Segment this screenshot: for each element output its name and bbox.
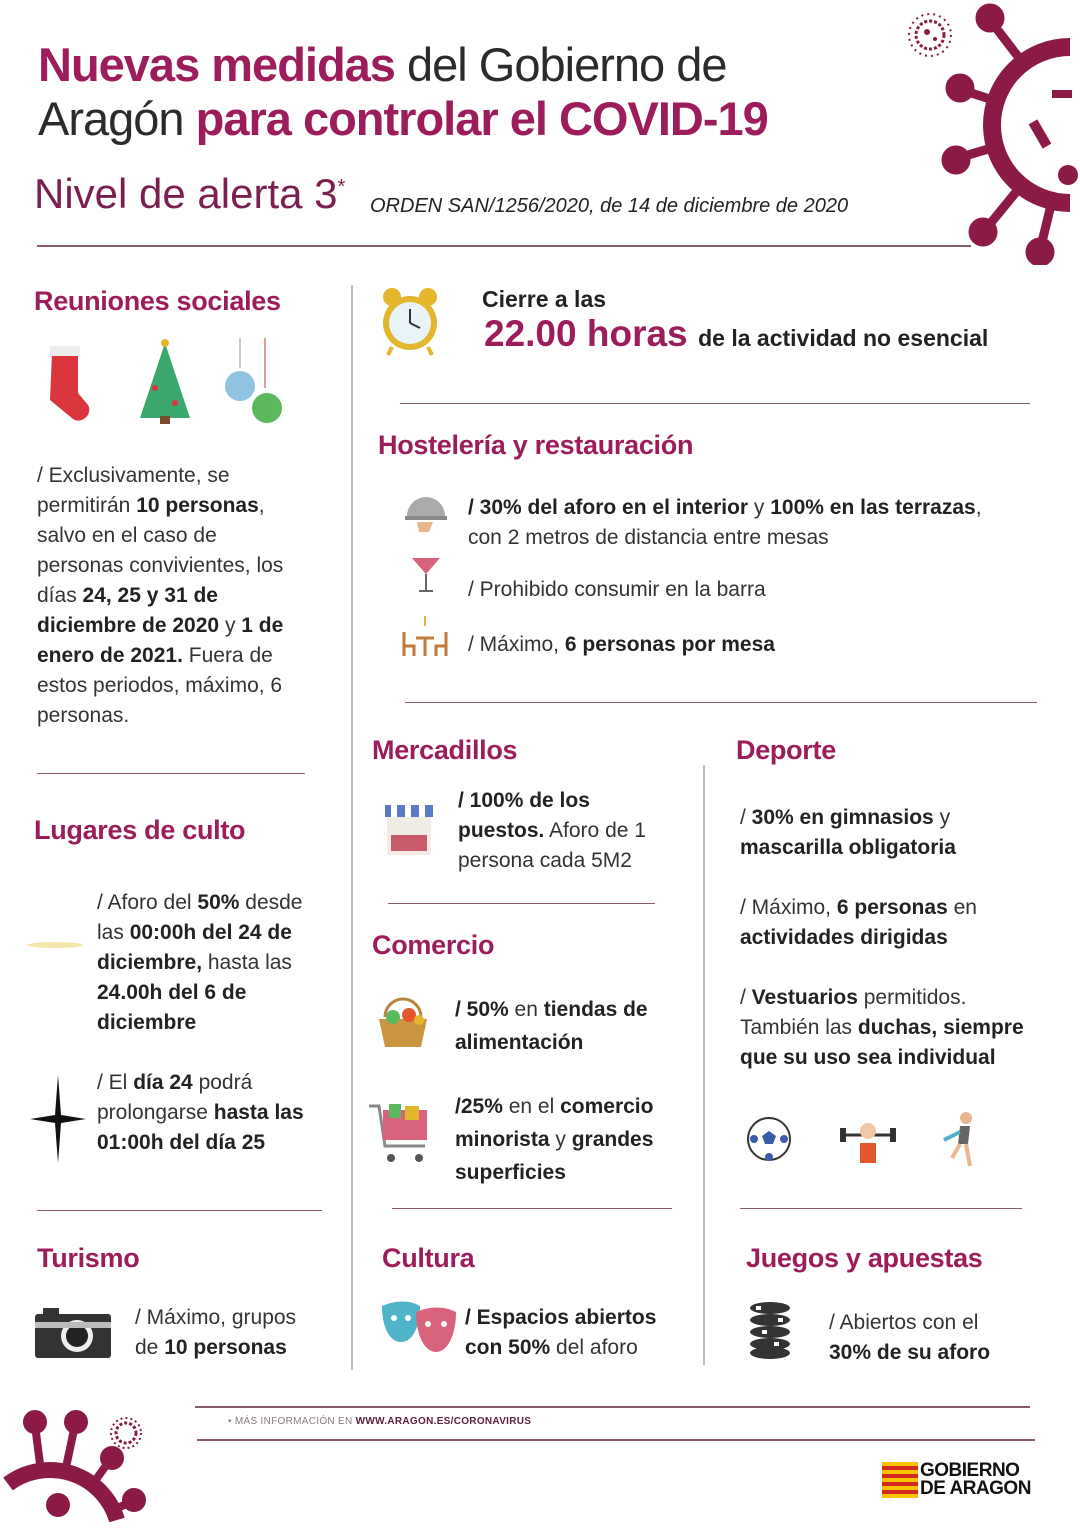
star-icon (30, 1075, 86, 1163)
order-reference: ORDEN SAN/1256/2020, de 14 de diciembre de 2020 (370, 195, 849, 217)
section-title-turismo: Turismo (37, 1243, 140, 1273)
bold-text: 24.00h del 6 de diciembre (97, 981, 247, 1034)
bold-text: 6 personas por mesa (564, 633, 775, 656)
deporte-item-3 (740, 983, 1024, 1073)
divider (37, 245, 971, 247)
text: , con 2 metros de distancia entre mesas (468, 496, 982, 549)
page-title (38, 38, 768, 146)
section-title-culto: Lugares de culto (34, 815, 246, 845)
closing-prefix: Cierre a las (482, 286, 607, 312)
text: Aragón (38, 92, 196, 145)
text: permitidos. También las (740, 986, 967, 1039)
text: / Exclusivamente, se permitirán (37, 464, 230, 517)
divider (740, 1208, 1022, 1209)
ornaments-icon (225, 338, 282, 423)
more-info-link[interactable]: WWW.ARAGON.ES/CORONAVIRUS (355, 1416, 532, 1427)
text: en (953, 896, 977, 919)
bold-text: / 50% (455, 998, 509, 1021)
bold-text: 30% en gimnasios (751, 806, 934, 829)
aragon-flag-icon (882, 1462, 918, 1498)
hosteleria-item-3 (468, 630, 775, 660)
bold-text: grandes superficies (455, 1128, 654, 1184)
hosteleria-item-1 (468, 493, 982, 553)
text: / (740, 806, 752, 829)
text: del aforo (550, 1336, 638, 1359)
culto-item-2 (97, 1068, 304, 1158)
deporte-item-1 (740, 803, 956, 863)
more-info-label: MÁS INFORMACIÓN EN (234, 1416, 353, 1427)
bold-text: mascarilla obligatoria (740, 836, 956, 859)
section-title-reuniones: Reuniones sociales (34, 286, 281, 316)
text: Aforo de 1 persona cada 5M2 (458, 819, 646, 872)
divider (37, 773, 305, 774)
shopping-cart-icon (367, 1100, 433, 1166)
theater-masks-icon (380, 1300, 458, 1354)
more-info: • MÁS INFORMACIÓN EN WWW.ARAGON.ES/CORONAVIRUS (228, 1416, 532, 1427)
cultura-text (465, 1303, 656, 1363)
alert-mark: * (337, 176, 346, 198)
section-title-mercadillos: Mercadillos (372, 735, 518, 765)
divider (392, 1208, 672, 1209)
bold-text: 00:00h del 24 de diciembre, (97, 921, 292, 974)
virus-icon (940, 0, 1080, 265)
comercio-item-1 (455, 993, 648, 1059)
mercadillos-text (458, 786, 646, 876)
cocktail-icon (410, 550, 442, 594)
text: Fuera de estos periodos, máximo, 6 personas. (37, 644, 283, 727)
tree-icon (140, 339, 190, 424)
small-virus-icon (905, 10, 955, 60)
text: en el (502, 1095, 561, 1118)
bold-text: hasta las 01:00h del día 25 (97, 1101, 304, 1154)
camera-icon (35, 1308, 111, 1358)
text: / (740, 986, 752, 1009)
bold-text: 6 personas (836, 896, 948, 919)
text: / Máximo, grupos de (135, 1306, 297, 1359)
text: / Abiertos con el (829, 1311, 979, 1334)
bold-text: 10 personas (164, 1336, 287, 1359)
section-title-deporte: Deporte (736, 735, 836, 765)
bold-text: / Espacios abiertos con 50% (465, 1306, 657, 1359)
bold-text: / 100% de los puestos. (458, 789, 590, 842)
bold-text: 1 de enero de 2021. (37, 614, 284, 667)
bold-text: /25% (455, 1095, 503, 1118)
alarm-clock-icon (378, 283, 442, 359)
text: / Máximo, (740, 896, 837, 919)
logo-line-2: DE ARAGON (920, 1478, 1031, 1499)
text: / Aforo del (97, 891, 198, 914)
bold-text: día 24 (133, 1071, 193, 1094)
bold-text: tiendas de alimentación (455, 998, 648, 1054)
divider (37, 1210, 322, 1211)
divider (400, 403, 1030, 404)
glow-icon (25, 930, 85, 960)
section-title-cultura: Cultura (382, 1243, 475, 1273)
logo-line-1: GOBIERNO (920, 1460, 1020, 1481)
text: , salvo en el caso de personas convivientes, los días (37, 494, 284, 607)
divider (351, 285, 353, 1370)
closing-suffix: de la actividad no esencial (698, 325, 989, 351)
closing-time-line (484, 313, 988, 355)
soccer-ball-icon (745, 1115, 793, 1163)
reuniones-text (37, 461, 283, 731)
bold-text: comercio minorista (455, 1095, 654, 1151)
bold-text: 24, 25 y 31 de diciembre de 2020 (37, 584, 220, 637)
text: / Máximo, (468, 633, 565, 656)
text: hasta las (207, 951, 292, 974)
section-title-hosteleria: Hostelería y restauración (378, 430, 694, 460)
text: del Gobierno de (394, 38, 727, 91)
turismo-text (135, 1303, 296, 1363)
bold-text: Vestuarios (751, 986, 858, 1009)
text: / Prohibido consumir en la barra (468, 578, 766, 601)
text: y (939, 806, 951, 829)
casino-chips-icon (748, 1300, 792, 1360)
text: en (508, 998, 544, 1021)
market-stall-icon (383, 803, 435, 857)
alert-level (34, 170, 345, 218)
bold-text: actividades dirigidas (740, 926, 948, 949)
deporte-item-2 (740, 893, 977, 953)
christmas-icons (40, 338, 290, 428)
divider (703, 765, 705, 1365)
serving-tray-icon (403, 490, 449, 536)
title-line-1 (38, 38, 768, 92)
alert-level-text: Nivel de alerta 3 (34, 170, 338, 217)
text: podrá prolongarse (97, 1071, 253, 1124)
text: desde las (97, 891, 303, 944)
table-chairs-icon (400, 612, 450, 658)
text: / El (97, 1071, 134, 1094)
divider (388, 903, 655, 904)
divider (195, 1406, 1030, 1408)
bold-text: para controlar el COVID-19 (195, 92, 768, 145)
comercio-item-2 (455, 1090, 653, 1189)
bold-text: 10 personas (136, 494, 259, 517)
bold-text: / 30% del aforo en el interior (468, 496, 749, 519)
grocery-basket-icon (375, 993, 431, 1049)
title-line-2 (38, 92, 768, 146)
closing-time: 22.00 horas (484, 313, 688, 354)
bold-text: 50% (197, 891, 240, 914)
juegos-text (829, 1308, 990, 1368)
bold-text: duchas, siempre que su uso sea individual (740, 1016, 1024, 1069)
stocking-icon (50, 346, 89, 421)
bold-text: 100% en las terrazas (770, 496, 976, 519)
small-virus-icon-bottom (108, 1415, 144, 1451)
runner-icon (940, 1110, 980, 1168)
gobierno-aragon-logo (882, 1462, 1031, 1498)
text: y (748, 496, 771, 519)
section-title-comercio: Comercio (372, 930, 495, 960)
weightlifter-icon (838, 1115, 898, 1167)
text: y (549, 1128, 572, 1151)
text: y (219, 614, 242, 637)
bold-text: 30% de su aforo (829, 1341, 991, 1364)
divider (197, 1439, 1035, 1441)
section-title-juegos: Juegos y apuestas (746, 1243, 983, 1273)
hosteleria-item-2 (468, 575, 766, 605)
culto-item-1 (97, 888, 303, 1038)
bold-text: Nuevas medidas (38, 38, 395, 91)
divider (405, 702, 1037, 703)
